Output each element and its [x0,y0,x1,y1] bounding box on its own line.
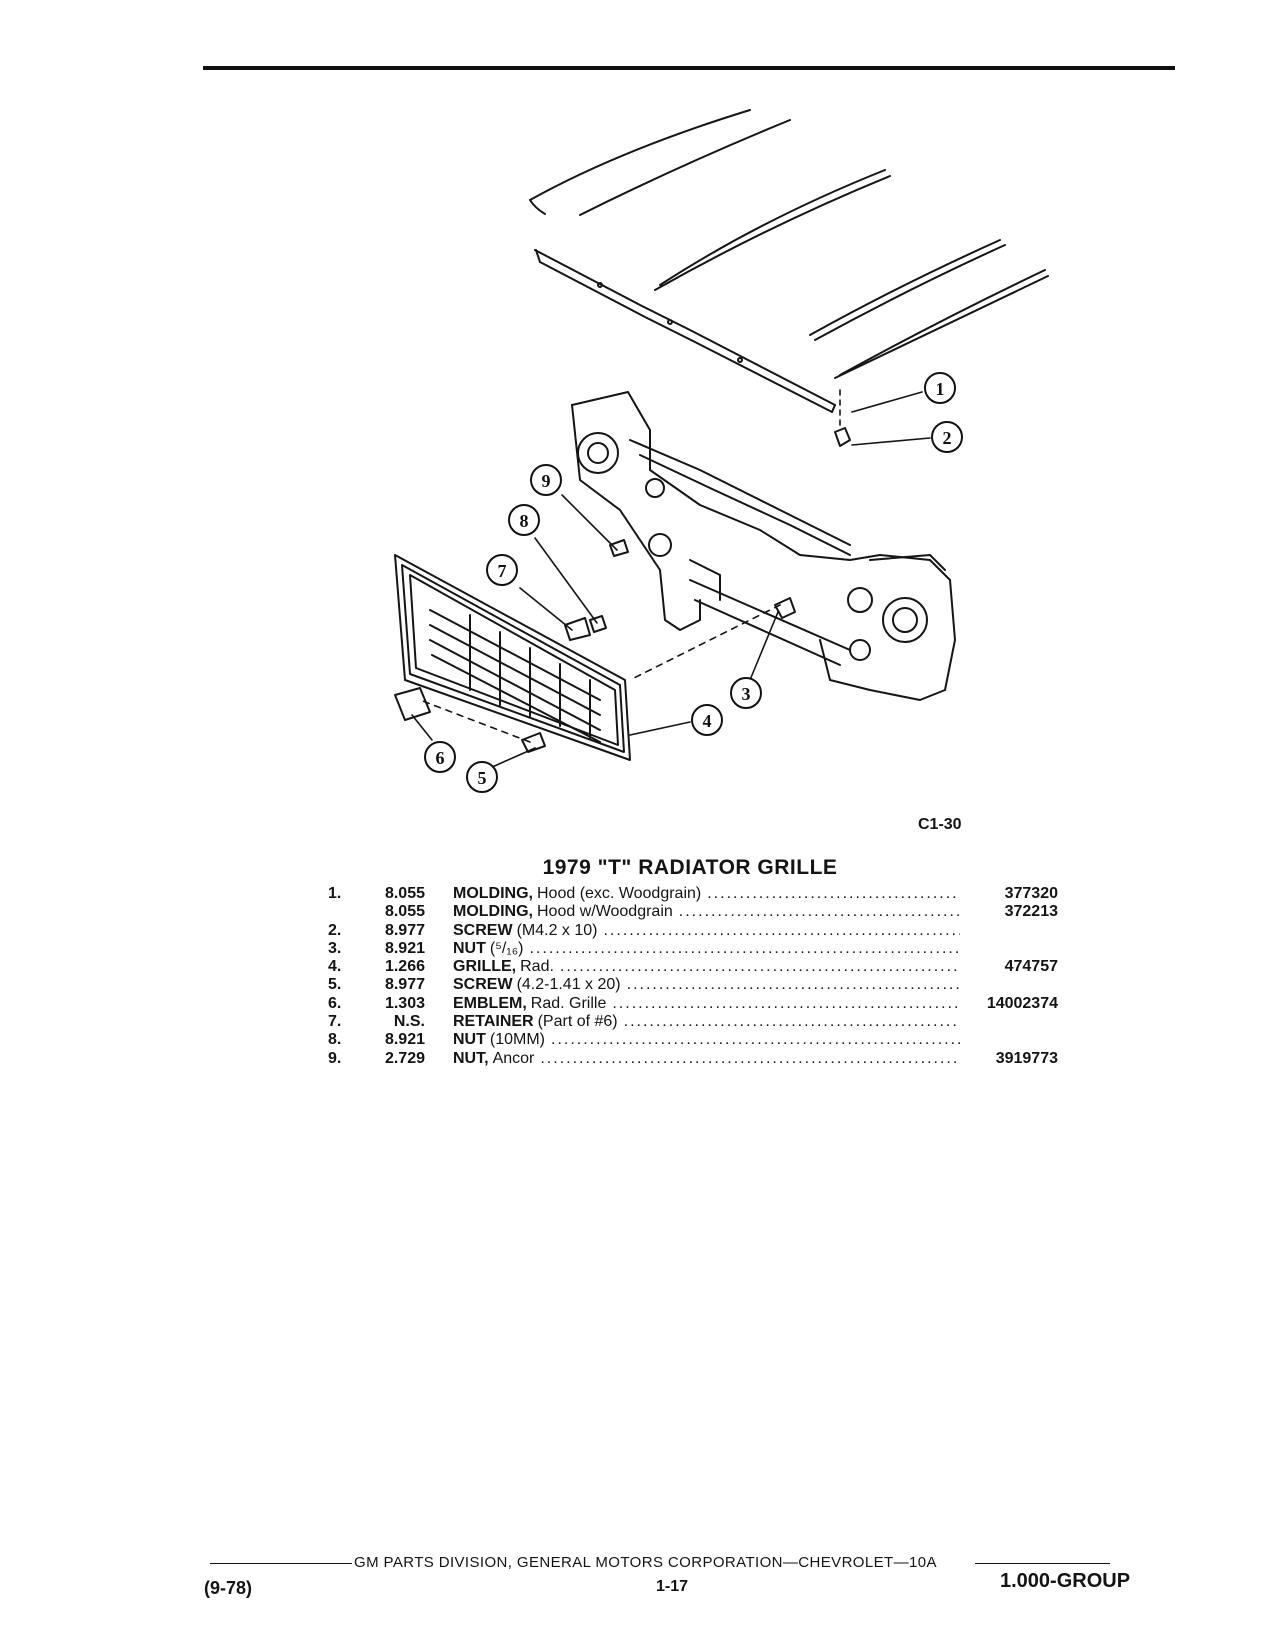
callout-7 [487,555,517,585]
part-description [453,1050,966,1068]
part-description [453,922,966,940]
leader-dots [560,958,960,976]
part-number: 3919773 [995,1049,1058,1067]
part-description [453,958,966,976]
group-number: 8.921 [384,1031,425,1049]
leader-dots [603,922,960,940]
callout-2-label: 2 [942,428,952,448]
leader-dots [551,1031,960,1049]
group-number: 8.921 [384,939,425,957]
group-number: 2.729 [384,1049,425,1067]
callout-5 [467,762,497,792]
parts-row [328,958,1058,976]
callout-4-label: 4 [702,711,712,731]
part-detail: Rad. [520,958,554,976]
part-description [453,976,966,994]
footer-page-number: 1-17 [656,1578,689,1595]
part-detail: Ancor [492,1049,535,1067]
callout-5-label: 5 [477,768,487,788]
group-number: 8.977 [384,976,425,994]
leader-dots [707,885,960,903]
section-title: 1979 "T" RADIATOR GRILLE [542,856,838,879]
callout-2 [932,422,962,452]
part-number: 372213 [1004,903,1058,921]
footer-publisher-line [210,1554,1110,1572]
footer-date: (9-78) [204,1578,253,1598]
parts-row [328,1050,1058,1068]
part-number: 14002374 [986,994,1058,1012]
callout-6 [425,742,455,772]
group-number: 1.266 [384,958,425,976]
part-name: SCREW [453,921,513,939]
callout-7-label: 7 [497,561,507,581]
item-number: 4. [328,958,342,976]
parts-row [328,1013,1058,1031]
callout-8-label: 8 [519,511,529,531]
part-number: 377320 [1004,885,1058,902]
callout-3-label: 3 [741,684,751,704]
part-detail: Hood w/Woodgrain [537,903,673,921]
part-detail: (10MM) [489,1031,545,1049]
item-number: 6. [328,994,342,1012]
part-description [453,940,966,958]
group-number: N.S. [393,1013,425,1031]
item-number: 7. [328,1013,342,1031]
group-number: 8.977 [384,921,425,939]
part-detail: (⁵/₁₆) [489,939,524,957]
item-number: 2. [328,921,342,939]
part-number: 474757 [1004,958,1058,976]
footer-rule-left [210,1563,352,1564]
group-number: 1.303 [384,994,425,1012]
part-name: NUT [453,1031,486,1049]
part-name: GRILLE, [453,958,517,976]
part-detail: (4.2-1.41 x 20) [516,976,621,994]
item-number: 3. [328,939,342,957]
leader-dots [624,1013,960,1031]
part-description [453,1031,966,1049]
radiator-support-drawing [572,392,955,700]
part-name: SCREW [453,976,513,994]
leader-dots [679,903,960,921]
fasteners-drawing [395,428,850,752]
item-number: 1. [328,885,342,902]
parts-list [328,885,1058,1068]
part-name: RETAINER [453,1013,534,1031]
part-description [453,995,966,1013]
part-name: NUT [453,939,486,957]
footer-publisher: GM PARTS DIVISION, GENERAL MOTORS CORPORATION—CHEVROLET—10A [354,1554,937,1571]
group-number: 8.055 [384,885,425,902]
part-name: MOLDING, [453,903,533,921]
part-name: NUT, [453,1049,489,1067]
footer-group: 1.000-GROUP [1000,1570,1131,1592]
hood-drawing [530,110,1048,378]
footer-rule-right [975,1563,1110,1564]
item-number: 9. [328,1049,342,1067]
parts-row [328,885,1058,903]
part-detail: Hood (exc. Woodgrain) [537,885,702,902]
leader-dots [627,976,960,994]
leader-dots [612,995,960,1013]
part-detail: (Part of #6) [537,1013,618,1031]
callout-8 [509,505,539,535]
callout-9-label: 9 [541,471,551,491]
item-number: 8. [328,1031,342,1049]
group-number: 8.055 [384,903,425,921]
leader-dots [529,940,960,958]
item-number: 5. [328,976,342,994]
parts-row [328,1031,1058,1049]
parts-row [328,903,1058,921]
part-name: EMBLEM, [453,994,527,1012]
callout-1-label: 1 [935,379,945,399]
callout-1 [925,373,955,403]
callout-3 [731,678,761,708]
grille-drawing [395,555,630,760]
parts-row [328,940,1058,958]
callout-6-label: 6 [435,748,445,768]
part-description [453,1013,966,1031]
figure-code: C1-30 [918,816,962,833]
part-description [453,885,966,903]
parts-row [328,976,1058,994]
parts-row [328,922,1058,940]
exploded-parts-diagram [0,0,1280,820]
part-name: MOLDING, [453,885,533,902]
callout-9 [531,465,561,495]
part-description [453,903,966,921]
part-detail: (M4.2 x 10) [516,921,598,939]
parts-row [328,995,1058,1013]
part-detail: Rad. Grille [530,994,607,1012]
leader-dots [540,1050,960,1068]
callout-4 [692,705,722,735]
